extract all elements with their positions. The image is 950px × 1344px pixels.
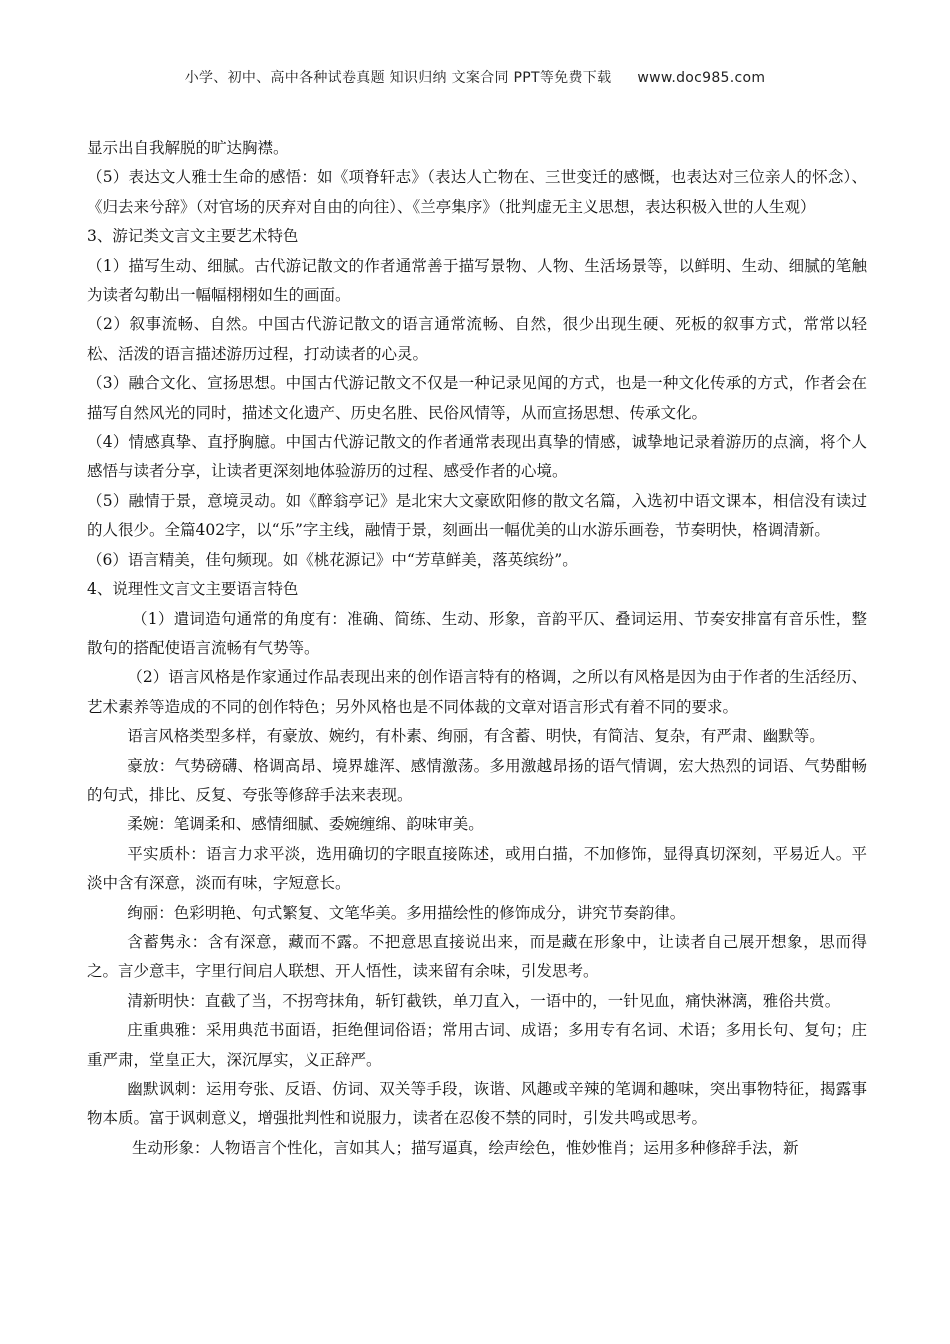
paragraph-style-vivid: 生动形象：人物语言个性化，言如其人；描写逼真，绘声绘色，惟妙惟肖；运用多种修辞手法，新 [131,1138,799,1157]
section-heading-3: 3、游记类文言文主要艺术特色 [87,227,299,246]
paragraph-style-fresh: 清新明快：直截了当，不拐弯抹角，斩钉截铁，单刀直入，一语中的，一针见血，痛快淋漓，雅俗共赏。 [127,991,841,1010]
document-body [87,134,867,1163]
paragraph-reason-2: （2）语言风格是作家通过作品表现出来的创作语言特有的格调，之所以有风格是因为由于作者的生活经历、艺术素养等造成的不同的创作特色；另外风格也是不同体裁的文章对语言形式有着不同的要求。 [87,668,867,716]
paragraph-style-plain: 平实质朴：语言力求平淡，选用确切的字眼直接陈述，或用白描，不加修饰，显得真切深刻，平易近人。平淡中含有深意，淡而有味，字短意长。 [87,844,867,893]
paragraph-style-gorgeous: 绚丽：色彩明艳、句式繁复、文笔华美。多用描绘性的修饰成分，讲究节奏韵律。 [127,903,686,922]
paragraph-travel-6: （6）语言精美，佳句频现。如《桃花源记》中“芳草鲜美，落英缤纷”。 [87,550,578,569]
header-site-link[interactable]: www.doc985.com [637,70,766,86]
paragraph-style-gentle: 柔婉：笔调柔和、感情细腻、委婉缠绵、韵味审美。 [127,815,484,834]
paragraph-style-implicit: 含蓄隽永：含有深意，藏而不露。不把意思直接说出来，而是藏在形象中，让读者自己展开想象，思而得之。言少意丰，字里行间启人联想、开人悟性，读来留有余味，引发思考。 [87,932,867,981]
paragraph-style-humor: 幽默讽刺：运用夸张、反语、仿词、双关等手段，诙谐、风趣或辛辣的笔调和趣味，突出事物特征，揭露事物本质。富于讽刺意义，增强批判性和说服力，读者在忍俊不禁的同时，引发共鸣或思考。 [87,1080,867,1128]
paragraph-style-types: 语言风格类型多样，有豪放、婉约，有朴素、绚丽，有含蓄、明快，有简洁、复杂，有严肃、幽默等。 [127,727,825,746]
header-text: 小学、初中、高中各种试卷真题 知识归纳 文案合同 PPT等免费下载 [184,70,612,86]
paragraph-item-5-life: （5）表达文人雅士生命的感悟：如《项脊轩志》（表达人亡物在、三世变迁的感慨，也表达对三位亲人的怀念）、《归去来兮辞》（对官场的厌弃对自由的向往）、《兰亭集序》（批判虚无主义思想，表达积极入世的人生观） [87,168,867,216]
section-heading-4: 4、说理性文言文主要语言特色 [87,580,299,599]
paragraph-travel-1: （1）描写生动、细腻。古代游记散文的作者通常善于描写景物、人物、生活场景等，以鲜明、生动、细腻的笔触为读者勾勒出一幅幅栩栩如生的画面。 [87,256,867,305]
paragraph-travel-5: （5）融情于景，意境灵动。如《醉翁亭记》是北宋大文豪欧阳修的散文名篇，入选初中语文课本，相信没有读过的人很少。全篇402字，以“乐”字主线，融情于景，刻画出一幅优美的山水游乐画卷，节奏明快，格调清新。 [87,491,867,540]
paragraph-reason-1: （1）遣词造句通常的角度有：准确、简练、生动、形象，音韵平仄、叠词运用、节奏安排富有音乐性，整散句的搭配使语言流畅有气势等。 [87,609,867,657]
page-header [0,67,950,87]
paragraph-travel-2: （2）叙事流畅、自然。中国古代游记散文的语言通常流畅、自然，很少出现生硬、死板的叙事方式，常常以轻松、活泼的语言描述游历过程，打动读者的心灵。 [87,315,867,363]
paragraph-travel-4: （4）情感真挚、直抒胸臆。中国古代游记散文的作者通常表现出真挚的情感，诚挚地记录着游历的点滴，将个人感悟与读者分享，让读者更深刻地体验游历的过程、感受作者的心境。 [87,433,867,481]
paragraph-continuation: 显示出自我解脱的旷达胸襟。 [87,139,289,157]
paragraph-style-bold: 豪放：气势磅礴、格调高昂、境界雄浑、感情激荡。多用激越昂扬的语气情调，宏大热烈的词语、气势酣畅的句式，排比、反复、夸张等修辞手法来表现。 [87,756,867,804]
paragraph-style-solemn: 庄重典雅：采用典范书面语，拒绝俚词俗语；常用古词、成语；多用专有名词、术语；多用长句、复句；庄重严肃，堂皇正大，深沉厚实，义正辞严。 [87,1021,867,1069]
paragraph-travel-3: （3）融合文化、宣扬思想。中国古代游记散文不仅是一种记录见闻的方式，也是一种文化传承的方式，作者会在描写自然风光的同时，描述文化遗产、历史名胜、民俗风情等，从而宣扬思想、传承文化。 [87,374,867,422]
